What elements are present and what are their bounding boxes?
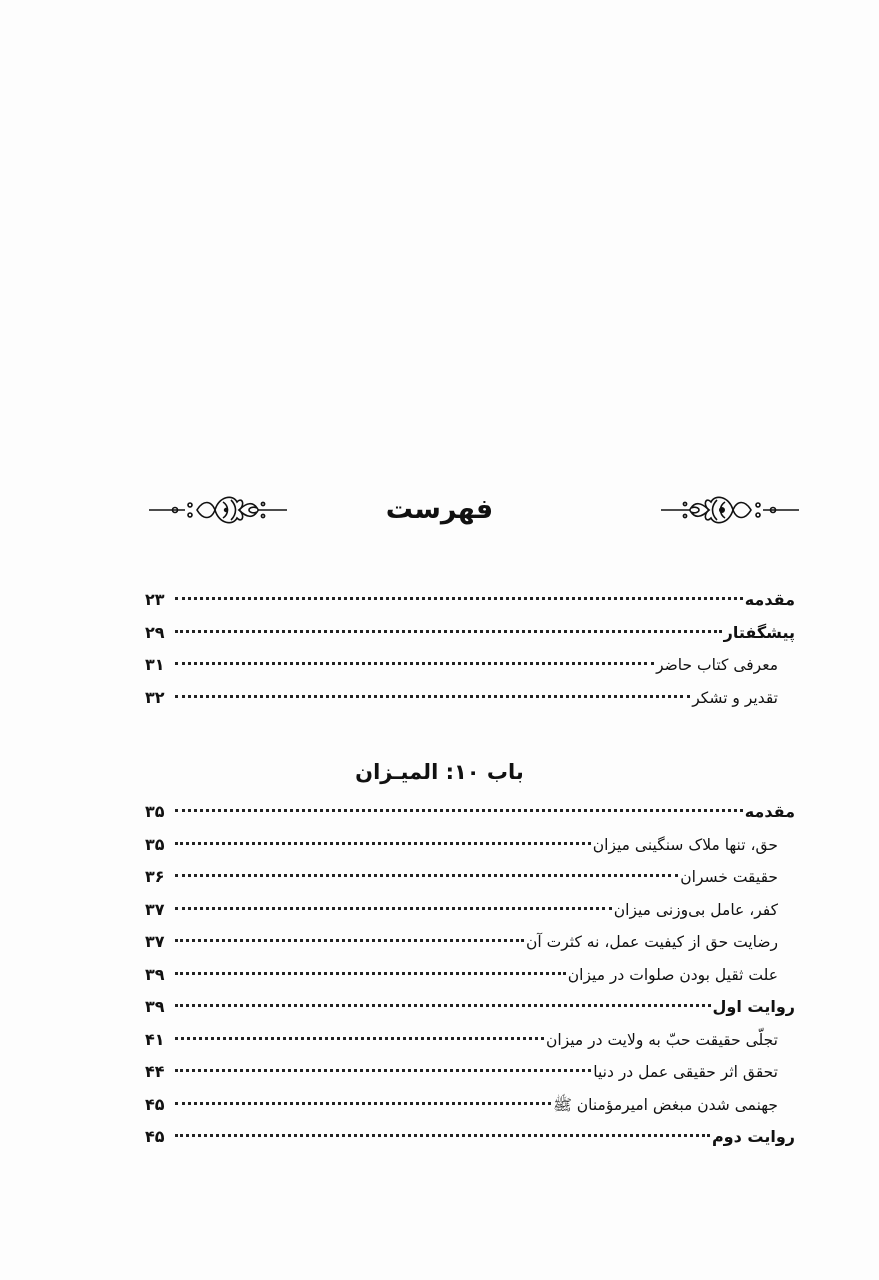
toc-entry[interactable] xyxy=(145,1056,795,1089)
toc-entry-label: تحقق اثر حقیقی عمل در دنیا xyxy=(593,1063,778,1081)
toc-entry-label: تقدیر و تشکر xyxy=(692,688,778,707)
dot-leader xyxy=(175,630,722,633)
toc-entry-label: حق، تنها ملاک سنگینی میزان xyxy=(592,835,778,854)
toc-entry-page-number: ۴۱ xyxy=(145,1029,165,1049)
toc-entry[interactable] xyxy=(145,617,795,650)
dot-leader xyxy=(175,1134,710,1137)
dot-leader xyxy=(175,874,678,877)
toc-entry-label: تجلّی حقیقت حبّ به ولایت در میزان xyxy=(546,1030,778,1049)
dot-leader xyxy=(175,842,591,845)
toc-entry[interactable] xyxy=(145,682,795,715)
dot-leader xyxy=(175,1037,544,1040)
toc-entry-page-number: ۴۵ xyxy=(145,1127,165,1146)
toc-entry-label: علت ثقیل بودن صلوات در میزان xyxy=(567,965,778,984)
toc-entry-page-number: ۳۲ xyxy=(145,687,165,707)
toc-entry-label: مقدمه xyxy=(744,802,795,821)
toc-entry-page-number: ۲۹ xyxy=(145,622,165,642)
toc-entry-page-number: ۴۴ xyxy=(145,1062,165,1081)
toc-entry[interactable] xyxy=(145,991,795,1024)
toc-header xyxy=(0,482,879,542)
toc-entry-label: جهنمی شدن مبغض امیرمؤمنان ﷺ xyxy=(553,1095,778,1114)
dot-leader xyxy=(175,597,743,600)
dot-leader xyxy=(175,972,566,975)
toc-entry[interactable] xyxy=(145,926,795,959)
toc-entry-page-number: ۳۹ xyxy=(145,997,165,1016)
toc-entry[interactable] xyxy=(145,894,795,927)
toc-entry-page-number: ۳۱ xyxy=(145,655,165,674)
dot-leader xyxy=(175,662,654,665)
toc-entry[interactable] xyxy=(145,1121,795,1154)
toc-section-front-matter xyxy=(145,584,795,714)
toc-entry-page-number: ۳۵ xyxy=(145,834,165,854)
ornament-right-icon xyxy=(658,488,803,532)
toc-entry-page-number: ۳۷ xyxy=(145,932,165,951)
dot-leader xyxy=(175,939,524,942)
toc-entry[interactable] xyxy=(145,1024,795,1057)
toc-entry[interactable] xyxy=(145,959,795,992)
toc-entry-label: پیشگفتار xyxy=(723,622,795,642)
dot-leader xyxy=(175,809,743,812)
chapter-heading: باب ۱۰: المیـزان xyxy=(355,760,524,784)
toc-entry-label: رضایت حق از کیفیت عمل، نه کثرت آن xyxy=(526,933,778,951)
dot-leader xyxy=(175,907,612,910)
dot-leader xyxy=(175,1004,711,1007)
dot-leader xyxy=(175,1102,551,1105)
page-title: فهرست xyxy=(385,494,494,525)
toc-entry[interactable] xyxy=(145,861,795,894)
toc-entry-page-number: ۳۵ xyxy=(145,802,165,821)
dot-leader xyxy=(175,695,690,698)
toc-entry-label: معرفی کتاب حاضر xyxy=(656,656,778,674)
toc-entry[interactable] xyxy=(145,649,795,682)
toc-entry-page-number: ۳۷ xyxy=(145,899,165,919)
toc-entry-label: حقیقت خسران xyxy=(680,868,778,886)
toc-entry-label: روایت دوم xyxy=(711,1127,795,1146)
toc-entry-page-number: ۳۹ xyxy=(145,964,165,984)
dot-leader xyxy=(175,1069,591,1072)
toc-entry[interactable] xyxy=(145,584,795,617)
toc-entry-page-number: ۲۳ xyxy=(145,590,165,609)
toc-entry[interactable] xyxy=(145,829,795,862)
toc-section-chapter-10 xyxy=(145,796,795,1154)
toc-entry-label: کفر، عامل بی‌وزنی میزان xyxy=(613,900,778,919)
toc-entry-page-number: ۴۵ xyxy=(145,1094,165,1114)
toc-entry[interactable] xyxy=(145,796,795,829)
toc-entry-label: مقدمه xyxy=(744,590,795,609)
toc-entry-label: روایت اول xyxy=(712,997,795,1016)
toc-entry-page-number: ۳۶ xyxy=(145,867,165,886)
toc-entry[interactable] xyxy=(145,1089,795,1122)
